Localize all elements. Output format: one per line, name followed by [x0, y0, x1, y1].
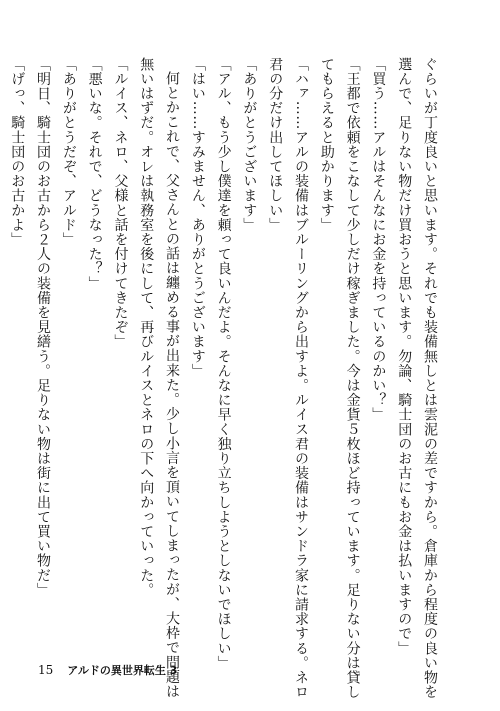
- text-line: 君の分だけ出してほしい」: [267, 57, 284, 233]
- text-line: 無いはずだ。オレは執務室を後にして、再びルイスとネロの下へ向かっていった。: [138, 57, 155, 598]
- text-line: 「買う……アルはそんなにお金を持っているのかい？」: [370, 57, 387, 422]
- text-line: てもらえると助かります」: [318, 57, 335, 233]
- text-line: 「ありがとうございます」: [241, 57, 258, 233]
- text-line: 「げっ、騎士団のお古かよ」: [9, 57, 26, 247]
- text-line: 「ありがとうだぞ、アルド」: [60, 57, 77, 247]
- page-footer: [38, 662, 177, 678]
- text-line: 「明日、騎士団のお古から２人の装備を見繕う。足りない物は街に出て買い物だ」: [35, 57, 52, 598]
- text-line: 「ルイス、ネロ、父様と話を付けてきたぞ」: [112, 57, 129, 349]
- text-line: 選んで、足りない物だけ買おうと思います。勿論、騎士団のお古にもお金は払いますので」: [396, 57, 413, 656]
- text-line: 「アル、もう少し僕達を頼って良いんだよ。そんなに早く独り立ちしようとしないでほしい」: [215, 57, 232, 671]
- text-line: 何とかこれで、父さんとの話は纏める事が出来た。少し小言を頂いてしまったが、大枠で問題は: [164, 71, 181, 699]
- text-line: 「王都で依頼をこなして少しだけ稼ぎました。今は金貨５枚ほど持っています。足りない分は貸し: [344, 57, 361, 700]
- page-number: 15: [38, 663, 54, 677]
- text-line: 「ハァ……アルの装備はブルーリングから出すよ。ルイス君の装備はサンドラ家に請求する。ネロ: [293, 57, 310, 700]
- text-line: 「悪いな。それで、どうなった？」: [86, 57, 103, 291]
- text-line: 「はい……すみません、ありがとうございます」: [189, 57, 206, 379]
- text-line: ぐらいが丁度良いと思います。それでも装備無しとは雲泥の差ですから。倉庫から程度の良い物を: [422, 57, 438, 700]
- book-title: アルドの異世界転生 3: [67, 664, 178, 677]
